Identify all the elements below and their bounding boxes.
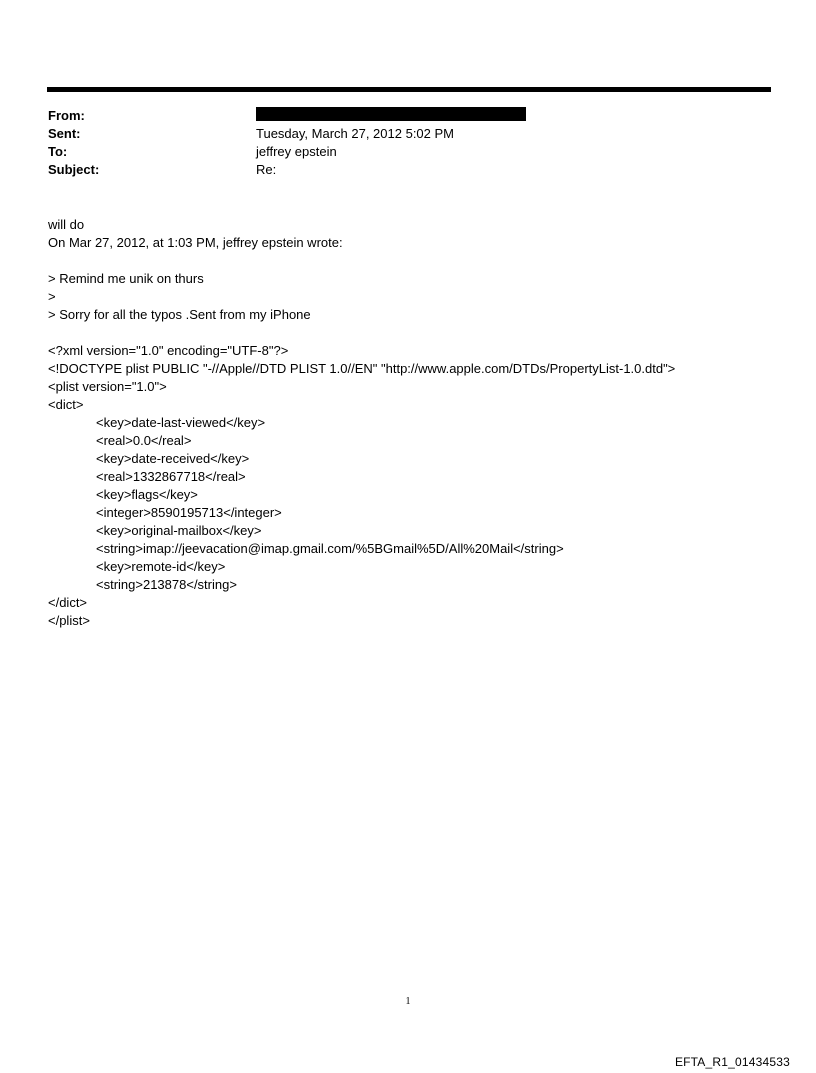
email-body (48, 216, 778, 630)
subject-row (48, 161, 768, 179)
sent-label: Sent: (48, 126, 81, 141)
plist-entry: <key>date-received</key> (96, 451, 250, 466)
sent-row (48, 125, 768, 143)
from-label: From: (48, 108, 85, 123)
plist-entry: <key>date-last-viewed</key> (96, 415, 266, 430)
dict-close-tag: </dict> (48, 595, 88, 610)
to-value: jeffrey epstein (256, 144, 337, 159)
reply-text: will do (48, 217, 85, 232)
plist-entry: <key>flags</key> (96, 487, 198, 502)
from-row (48, 107, 768, 125)
blank-line (48, 252, 778, 270)
page-number: 1 (405, 996, 411, 1007)
to-label: To: (48, 144, 68, 159)
plist-xml-declaration: <?xml version="1.0" encoding="UTF-8"?> (48, 343, 289, 358)
plist-close-tag: </plist> (48, 613, 90, 628)
plist-open-tag: <plist version="1.0"> (48, 379, 167, 394)
plist-entry: <key>original-mailbox</key> (96, 523, 262, 538)
quoted-line: > Remind me unik on thurs (48, 271, 204, 286)
subject-value: Re: (256, 162, 277, 177)
dict-open-tag: <dict> (48, 397, 84, 412)
plist-entry: <real>1332867718</real> (96, 469, 246, 484)
plist-entry: <string>213878</string> (96, 577, 237, 592)
attribution-line: On Mar 27, 2012, at 1:03 PM, jeffrey epstein wrote: (48, 235, 343, 250)
plist-entry: <key>remote-id</key> (96, 559, 226, 574)
quoted-line: > Sorry for all the typos .Sent from my iPhone (48, 307, 311, 322)
plist-doctype: <!DOCTYPE plist PUBLIC "-//Apple//DTD PLIST 1.0//EN" "http://www.apple.com/DTDs/PropertyList-1.0.dtd"> (48, 361, 676, 376)
to-row (48, 143, 768, 161)
quoted-line: > (48, 289, 56, 304)
plist-entry: <real>0.0</real> (96, 433, 192, 448)
header-rule (47, 87, 771, 92)
sent-value: Tuesday, March 27, 2012 5:02 PM (256, 126, 454, 141)
email-header (48, 107, 768, 179)
plist-entry: <string>imap://jeevacation@imap.gmail.com/%5BGmail%5D/All%20Mail</string> (96, 541, 564, 556)
blank-line (48, 324, 778, 342)
bates-number: EFTA_R1_01434533 (674, 1055, 790, 1069)
plist-entry: <integer>8590195713</integer> (96, 505, 282, 520)
redaction-block (256, 107, 526, 121)
subject-label: Subject: (48, 162, 100, 177)
